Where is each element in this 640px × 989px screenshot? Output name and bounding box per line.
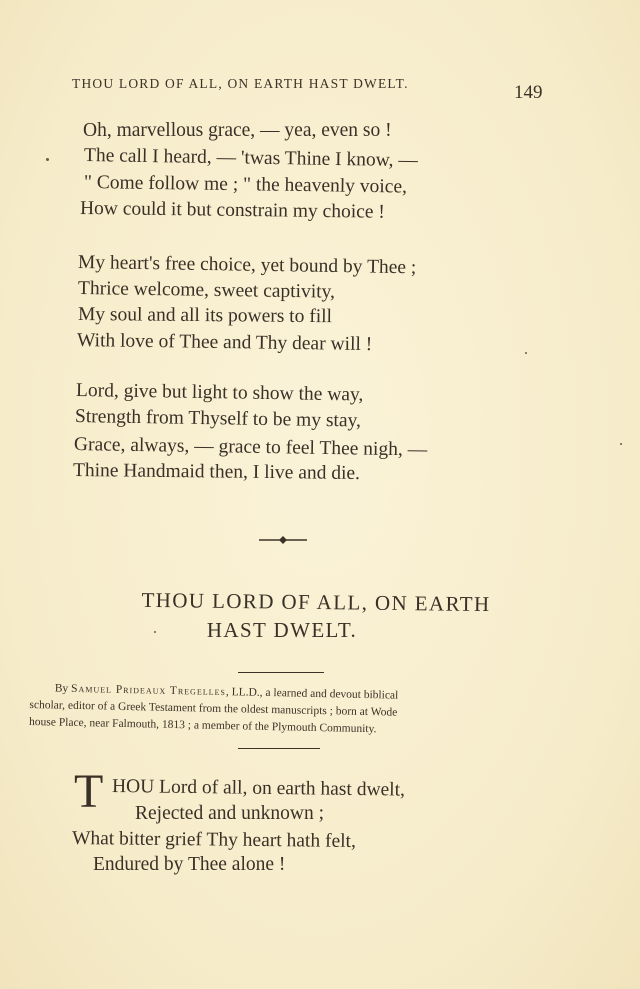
poem-line: How could it but constrain my choice !	[79, 198, 386, 223]
running-head: THOU LORD OF ALL, ON EARTH HAST DWELT.	[72, 76, 409, 91]
poem-line: Thine Handmaid then, I live and die.	[72, 460, 361, 485]
poem-line: Endured by Thee alone !	[93, 854, 286, 875]
poem-line: My heart's free choice, yet bound by Thee ;	[77, 252, 417, 279]
poem-line: " Come follow me ; " the heavenly voice,	[83, 172, 408, 198]
title-rule-bottom	[238, 748, 320, 749]
paper-speck	[154, 631, 156, 633]
attribution-text-1: , LL.D., a learned and devout biblical	[225, 686, 399, 702]
paper-speck	[620, 443, 622, 445]
poem-title-line-2: HAST DWELT.	[206, 618, 358, 642]
poem-line: Oh, marvellous grace, — yea, even so !	[83, 120, 392, 141]
ornament-divider-icon	[258, 532, 308, 548]
paper-speck	[525, 352, 527, 354]
attribution-author: Samuel Prideaux Tregelles	[70, 682, 227, 699]
poem-line: My soul and all its powers to fill	[77, 304, 333, 328]
poem-line: Grace, always, — grace to feel Thee nigh, —	[73, 434, 428, 461]
attribution-by: By	[54, 682, 69, 695]
poem-line: Strength from Thyself to be my stay,	[74, 406, 362, 432]
poem-line: Thrice welcome, sweet captivity,	[77, 278, 336, 303]
poem-line: The call I heard, — 'twas Thine I know, —	[83, 145, 418, 172]
page-number: 149	[514, 82, 543, 103]
poem-line: With love of Thee and Thy dear will !	[76, 330, 373, 356]
attribution-text-3: house Place, near Falmouth, 1813 ; a member of the Plymouth Community.	[28, 715, 377, 736]
poem-line: Lord, give but light to show the way,	[75, 380, 364, 406]
poem-line: Rejected and unknown ;	[135, 803, 324, 824]
title-rule-top	[238, 672, 324, 673]
paper-speck	[46, 158, 49, 161]
poem-line: HOU Lord of all, on earth hast dwelt,	[111, 776, 406, 801]
author-attribution	[29, 680, 530, 741]
attribution-text-2: scholar, editor of a Greek Testament from the oldest manuscripts ; born at Wode	[29, 698, 398, 719]
drop-cap: T	[74, 765, 104, 818]
poem-title-line-1: THOU LORD OF ALL, ON EARTH	[141, 587, 491, 617]
poem-line: What bitter grief Thy heart hath felt,	[71, 828, 357, 852]
